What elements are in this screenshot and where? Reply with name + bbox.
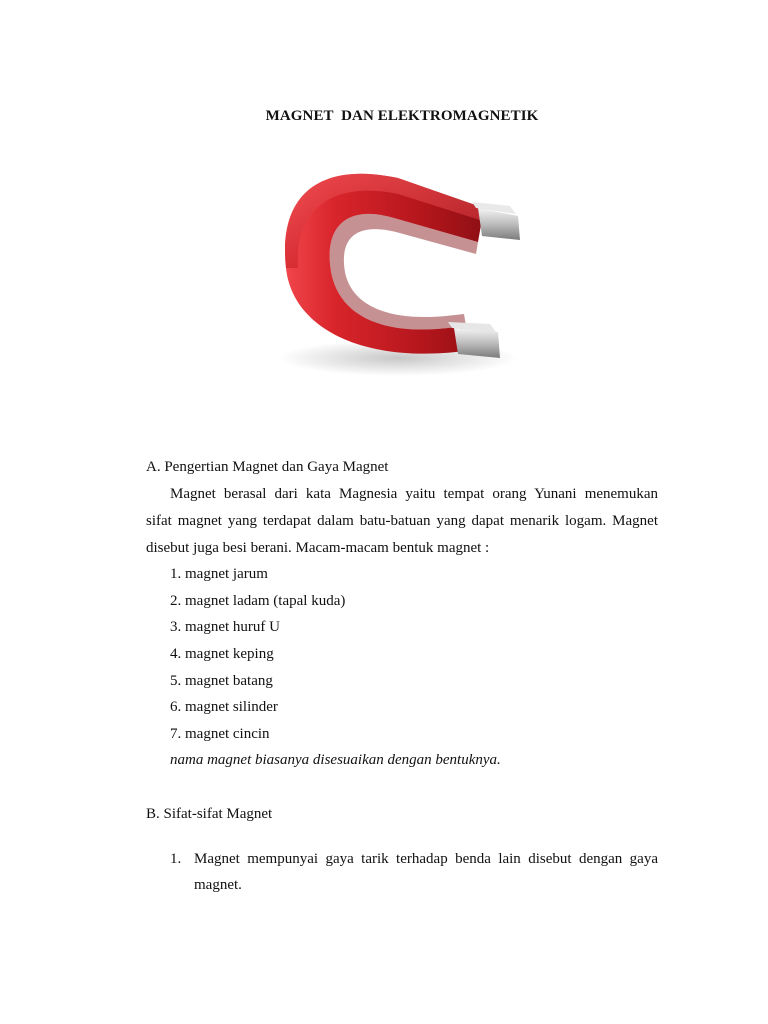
list-item: 2. magnet ladam (tapal kuda) bbox=[170, 593, 346, 609]
horseshoe-magnet-illustration bbox=[248, 136, 558, 398]
list-item: 3. magnet huruf U bbox=[170, 619, 280, 635]
section-a-paragraph-line-1: Magnet berasal dari kata Magnesia yaitu tempat orang Yunani menemukan bbox=[170, 486, 658, 502]
section-b-heading: B. Sifat-sifat Magnet bbox=[146, 806, 273, 822]
section-a-note: nama magnet biasanya disesuaikan dengan bentuknya. bbox=[170, 752, 501, 768]
list-item: 5. magnet batang bbox=[170, 673, 273, 689]
section-a-paragraph-line-2: sifat magnet yang terdapat dalam batu-batuan yang dapat menarik logam. Magnet bbox=[146, 513, 658, 529]
list-item: 4. magnet keping bbox=[170, 646, 274, 662]
section-b-item-1-line-2: magnet. bbox=[194, 877, 242, 893]
section-a-paragraph-line-3: disebut juga besi berani. Macam-macam bentuk magnet : bbox=[146, 540, 490, 556]
section-a-heading: A. Pengertian Magnet dan Gaya Magnet bbox=[146, 459, 389, 475]
document-title: MAGNET DAN ELEKTROMAGNETIK bbox=[265, 108, 539, 124]
list-item: 7. magnet cincin bbox=[170, 726, 270, 742]
list-item: 6. magnet silinder bbox=[170, 699, 278, 715]
section-b-item-1-line-1: Magnet mempunyai gaya tarik terhadap benda lain disebut dengan gaya bbox=[194, 851, 658, 867]
list-item: 1. magnet jarum bbox=[170, 566, 268, 582]
section-b-item-1-number: 1. bbox=[170, 851, 182, 867]
